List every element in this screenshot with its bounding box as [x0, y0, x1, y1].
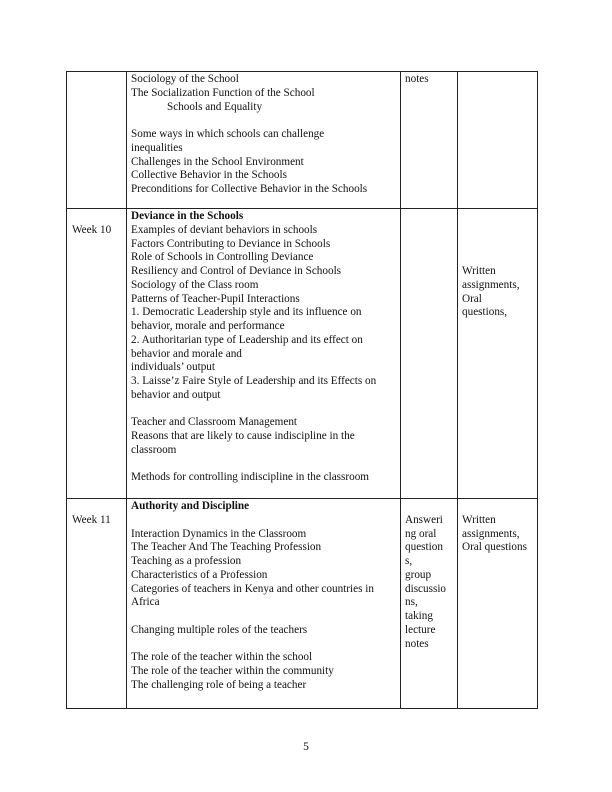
page-number: 5 [303, 741, 309, 753]
text-line [462, 251, 533, 265]
text-line: notes [405, 73, 429, 85]
assessment-cell [458, 209, 538, 499]
text-line: Role of Schools in Controlling Deviance [131, 251, 314, 264]
text-line: Sociology of the Class room [131, 278, 259, 291]
text-line [462, 210, 533, 224]
text-line: Examples of deviant behaviors in schools [131, 223, 318, 236]
text-line: The role of the teacher within the community [131, 665, 334, 677]
text-line: Authority and Discipline [131, 500, 250, 512]
text-line: 1. Democratic Leadership style and its influence on [131, 306, 362, 319]
text-line [131, 114, 396, 128]
text-line [462, 238, 533, 252]
text-line: assignments, [462, 278, 520, 291]
text-line: group [405, 568, 432, 581]
text-line: classroom [131, 443, 177, 456]
text-line: question [405, 541, 443, 554]
text-line [462, 224, 533, 238]
activities-cell [401, 499, 458, 709]
week-cell [67, 499, 127, 709]
text-line: Oral [462, 292, 482, 305]
text-line: Week 10 [72, 223, 112, 236]
text-line [131, 458, 396, 472]
text-line: 2. Authoritarian type of Leadership and its effect on [131, 333, 363, 346]
table-row [67, 499, 538, 709]
text-line: notes [405, 637, 429, 650]
assessment-cell [458, 499, 538, 709]
text-line: assignments, [462, 527, 520, 540]
text-line: Interaction Dynamics in the Classroom [131, 527, 307, 540]
text-line: The role of the teacher within the school [131, 651, 313, 664]
text-line: Answeri [405, 513, 443, 526]
text-line: taking [405, 610, 433, 622]
assessment-cell [458, 72, 538, 209]
text-line: Patterns of Teacher-Pupil Interactions [131, 292, 300, 305]
text-line [131, 638, 396, 652]
text-line [131, 514, 396, 528]
text-line [131, 403, 396, 417]
content-cell [127, 209, 401, 499]
table-row [67, 72, 538, 209]
text-line: Written [462, 265, 496, 277]
text-line: Categories of teachers in Kenya and other countries in [131, 582, 374, 595]
text-line: Reasons that are likely to cause indiscipline in the [131, 430, 355, 442]
text-line: behavior, morale and performance [131, 320, 285, 332]
content-cell [127, 72, 401, 209]
text-line: behavior and morale and [131, 347, 242, 360]
week-cell [67, 209, 127, 499]
text-line [72, 210, 122, 224]
text-line: Written [462, 513, 496, 526]
text-line: Africa [131, 596, 160, 609]
table-row [67, 209, 538, 499]
activities-cell [401, 209, 458, 499]
text-line [462, 500, 533, 514]
text-line: Methods for controlling indiscipline in the classroom [131, 471, 370, 484]
course-outline-table [66, 71, 538, 709]
text-line: Factors Contributing to Deviance in Schools [131, 237, 331, 250]
activities-cell [401, 72, 458, 209]
text-line: 3. Laisse’z Faire Style of Leadership and its Effects on [131, 375, 377, 387]
text-line: Week 11 [72, 513, 111, 526]
text-line [72, 500, 122, 514]
text-line: questions, [462, 306, 508, 319]
text-line [131, 610, 396, 624]
text-line: Sociology of the School [131, 73, 239, 85]
text-line: lecture [405, 623, 436, 636]
text-line: Resiliency and Control of Deviance in Schools [131, 265, 342, 277]
text-line: Challenges in the School Environment [131, 155, 304, 168]
text-line: The challenging role of being a teacher [131, 678, 307, 691]
text-line: Some ways in which schools can challenge [131, 128, 325, 140]
text-line: Teaching as a profession [131, 555, 242, 567]
text-line: Oral questions [462, 541, 527, 554]
text-line: Deviance in the Schools [131, 210, 244, 222]
text-line: The Socialization Function of the School [131, 86, 315, 99]
text-line: Teacher and Classroom Management [131, 416, 298, 429]
text-line: s, [405, 555, 413, 567]
text-line: Schools and Equality [167, 100, 263, 113]
content-cell [127, 499, 401, 709]
text-line: Changing multiple roles of the teachers [131, 623, 308, 636]
text-line: Preconditions for Collective Behavior in the Schools [131, 183, 368, 195]
text-line: behavior and output [131, 388, 221, 401]
text-line [405, 500, 453, 514]
text-line: Collective Behavior in the Schools [131, 169, 287, 182]
text-line: Characteristics of a Profession [131, 568, 268, 581]
text-line: individuals’ output [131, 361, 216, 374]
text-line: ng oral [405, 527, 437, 540]
text-line: ns, [405, 596, 418, 609]
text-line: The Teacher And The Teaching Profession [131, 541, 322, 554]
week-cell [67, 72, 127, 209]
text-line: inequalities [131, 141, 183, 154]
text-line: discussio [405, 582, 447, 595]
